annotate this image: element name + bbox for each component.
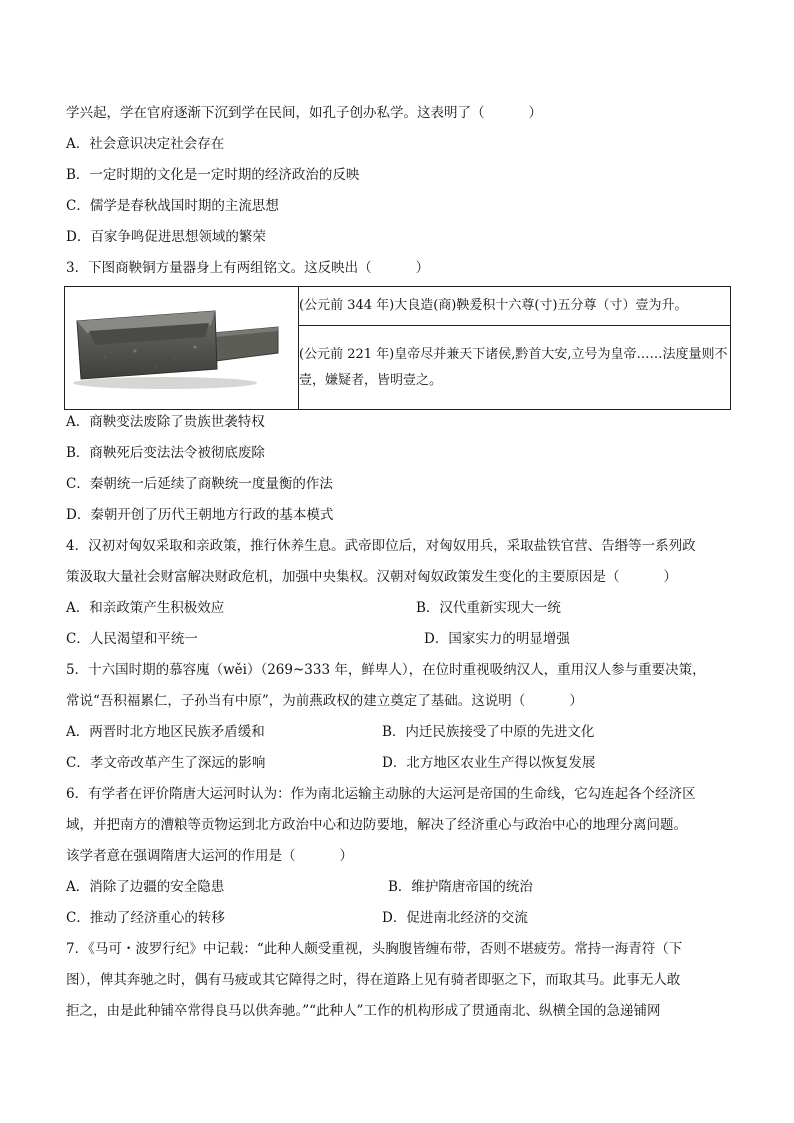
q4-stem-text: 策汲取大量社会财富解决财政危机，加强中央集权。汉朝对匈奴政策发生变化的主要原因是（ [66,569,620,585]
q6-option-d: D．促进南北经济的交流 [382,910,528,926]
q6-stem-line3 [66,847,353,865]
q3-option-d: D．秦朝开创了历代王朝地方行政的基本模式 [66,507,334,523]
bronze-measure-image-cell [65,287,299,410]
q2-option-d: D．百家争鸣促进思想领域的繁荣 [66,229,266,245]
q2-close-paren: ） [528,105,542,121]
q4-stem-line1: 4．汉初对匈奴采取和亲政策，推行休养生息。武帝即位后，对匈奴用兵，采取盐铁官营、告缗等一系列政 [66,538,696,554]
q6-option-a: A．消除了边疆的安全隐患 [66,879,225,895]
q7-stem-line3: 拒之，由是此种铺卒常得良马以供奔驰。”“此种人”工作的机构形成了贯通南北、纵横全国的急递铺网 [66,1003,661,1019]
q6-stem-text: 该学者意在强调隋唐大运河的作用是（ [66,848,296,864]
q4-option-b: B．汉代重新实现大一统 [416,600,561,616]
q5-close-paren: ） [569,693,583,709]
inscription-1-cell [299,287,731,326]
q7-stem-line1: 7．《马可・波罗行纪》中记载：“此种人颇受重视，头胸腹皆缠布带，否则不堪疲劳。常持一海青符（下 [66,941,683,957]
q3-inscription-table [64,286,731,410]
q3-option-b: B．商鞅死后变法法令被彻底废除 [66,445,265,461]
q2-option-a: A．社会意识决定社会存在 [66,136,225,152]
q4-stem-line2 [66,568,677,586]
q5-option-b: B．内迁民族接受了中原的先进文化 [382,724,595,740]
q6-stem-line2: 域，并把南方的漕粮等贡物运到北方政治中心和边防要地，解决了经济重心与政治中心的地理分离问题。 [66,817,687,833]
q6-stem-line1: 6．有学者在评价隋唐大运河时认为：作为南北运输主动脉的大运河是帝国的生命线，它勾连起各个经济区 [66,786,696,802]
q5-option-c: C．孝文帝改革产生了深远的影响 [66,755,266,771]
inscription-2: (公元前 221 年)皇帝尽并兼天下诸侯,黔首大安,立号为皇帝……法度量则不壹，嫌疑者，皆明壹之。 [299,346,728,388]
q2-option-c: C．儒学是春秋战国时期的主流思想 [66,198,279,214]
q3-option-c: C．秦朝统一后延续了商鞅统一度量衡的作法 [66,476,333,492]
q4-option-a: A．和亲政策产生积极效应 [66,600,225,616]
q6-option-b: B．维护隋唐帝国的统治 [388,879,533,895]
q3-stem-text: 3．下图商鞅铜方量器身上有两组铭文。这反映出（ [66,260,372,276]
q3-close-paren: ） [415,260,430,276]
q4-close-paren: ） [663,569,677,585]
q5-stem-line2 [66,692,583,710]
q5-option-d: D．北方地区农业生产得以恢复发展 [382,755,596,771]
inscription-2-cell [299,326,731,410]
q6-close-paren: ） [339,848,353,864]
q5-option-a: A．两晋时北方地区民族矛盾缓和 [66,724,265,740]
inscription-1: (公元前 344 年)大良造(商)鞅爰积十六尊(寸)五分尊（寸）壹为升。 [299,298,688,313]
q3-option-a: A．商鞅变法废除了贵族世袭特权 [66,414,265,430]
q2-stem-text: 学兴起，学在官府逐渐下沉到学在民间，如孔子创办私学。这表明了（ [66,105,485,121]
q5-stem-line1: 5．十六国时期的慕容廆（wěi）（269~333 年，鲜卑人），在位时重视吸纳汉人，重用汉人参与重要决策， [66,662,706,678]
q5-stem-text: 常说“吾积福累仁，子孙当有中原”，为前燕政权的建立奠定了基础。这说明（ [66,693,526,709]
q3-stem [66,259,429,277]
q7-stem-line2: 图），俾其奔驰之时，偶有马疲或其它障得之时，得在道路上见有骑者即驱之下，而取其马。此事无人敢 [66,972,681,988]
q2-stem [66,104,542,122]
q4-option-d: D．国家实力的明显增强 [424,631,570,647]
q4-option-c: C．人民渴望和平统一 [66,631,198,647]
q6-option-c: C．推动了经济重心的转移 [66,910,225,926]
q2-option-b: B．一定时期的文化是一定时期的经济政治的反映 [66,167,360,183]
bronze-measure-image [65,287,298,405]
